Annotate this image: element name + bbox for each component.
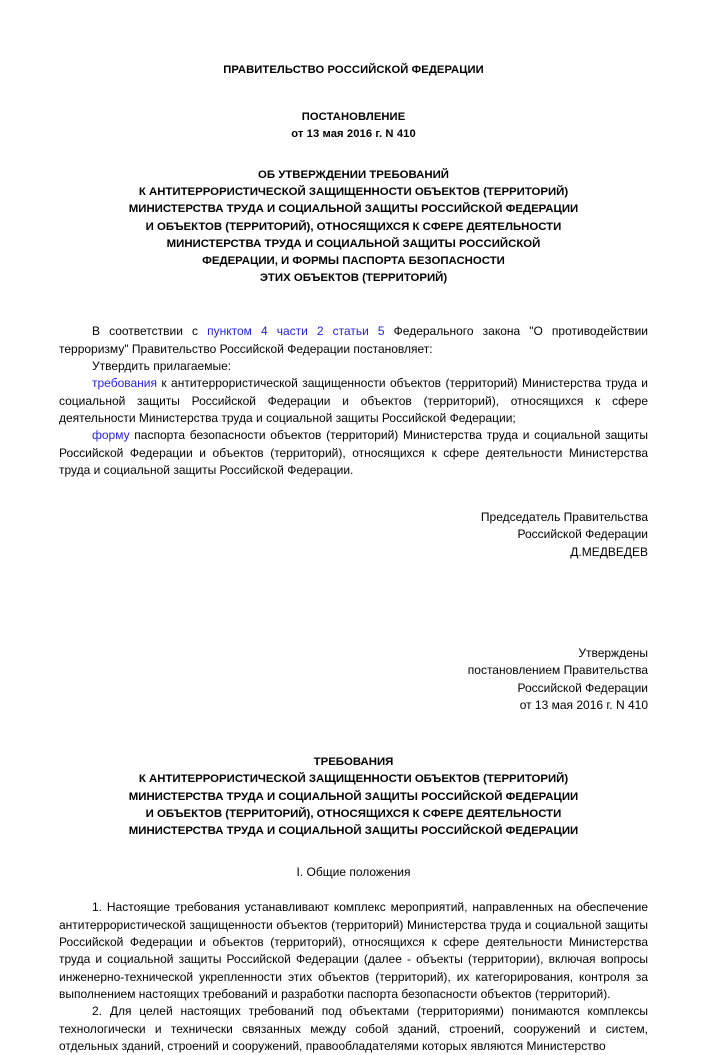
- approved-by-line: Утверждены: [578, 645, 648, 660]
- document-title-line: ЭТИХ ОБЪЕКТОВ (ТЕРРИТОРИЙ): [259, 272, 448, 285]
- paragraph-2: 2. Для целей настоящих требований под объектами (территориями) понимаются комплексы технологически и технически связанных между собой зданий, строений, сооружений и систем, отдельных зданий, строений и сооружений, правообладателями которых являются Министерство: [59, 1004, 648, 1053]
- preamble-text-after: Федерального закона "О противодействии терроризму" Правительство Российской Федерации постановляет:: [59, 324, 649, 356]
- requirements-title-line: И ОБЪЕКТОВ (ТЕРРИТОРИЙ), ОТНОСЯЩИХСЯ К СФЕРЕ ДЕЯТЕЛЬНОСТИ: [145, 807, 562, 820]
- spacer: [59, 561, 648, 631]
- spacer: [59, 79, 648, 109]
- requirements-title-line: МИНИСТЕРСТВА ТРУДА И СОЦИАЛЬНОЙ ЗАЩИТЫ РОССИЙСКОЙ ФЕДЕРАЦИИ: [128, 824, 579, 837]
- spacer: [59, 287, 648, 323]
- approved-by-block: [59, 645, 648, 714]
- item-requirements-paragraph: [59, 375, 648, 427]
- spacer: [59, 479, 648, 509]
- requirements-title-line: ТРЕБОВАНИЯ: [313, 756, 394, 769]
- decree-date-number: от 13 мая 2016 г. N 410: [291, 128, 416, 140]
- approved-by-line: Российской Федерации: [517, 680, 648, 695]
- spacer: [59, 143, 648, 167]
- document-title-line: МИНИСТЕРСТВА ТРУДА И СОЦИАЛЬНОЙ ЗАЩИТЫ РОССИЙСКОЙ ФЕДЕРАЦИИ: [128, 203, 579, 216]
- signature-line: Председатель Правительства: [480, 510, 648, 525]
- link-trebovaniya[interactable]: требования: [92, 376, 157, 391]
- document-title: [59, 167, 648, 287]
- approved-by-date: от 13 мая 2016 г. N 410: [519, 697, 648, 712]
- signature-line: Российской Федерации: [517, 527, 648, 542]
- requirements-title: [59, 754, 648, 840]
- document-title-line: ФЕДЕРАЦИИ, И ФОРМЫ ПАСПОРТА БЕЗОПАСНОСТИ: [202, 255, 505, 268]
- item-requirements-text: к антитеррористической защищенности объектов (территорий) Министерства труда и социальной защиты Российской Федерации и объектов (территорий), относящихся к сфере деятельности Министерства труда и социальной защиты Российской Федерации;: [59, 376, 648, 425]
- link-formu[interactable]: форму: [92, 428, 130, 443]
- spacer: [59, 881, 648, 899]
- link-punkt-4-chasti-2-stati-5[interactable]: пунктом 4 части 2 статьи 5: [207, 324, 385, 339]
- requirements-title-line: К АНТИТЕРРОРИСТИЧЕСКОЙ ЗАЩИЩЕННОСТИ ОБЪЕКТОВ (ТЕРРИТОРИЙ): [138, 773, 569, 786]
- approved-by-line: постановлением Правительства: [467, 663, 648, 678]
- preamble-paragraph: [59, 323, 648, 358]
- spacer: [59, 840, 648, 864]
- signature-name: Д.МЕДВЕДЕВ: [570, 544, 648, 559]
- spacer: [59, 714, 648, 744]
- preamble-text-before: В соответствии с: [92, 324, 208, 339]
- approve-intro-paragraph: Утвердить прилагаемые:: [92, 359, 232, 374]
- item-form-text: паспорта безопасности объектов (территорий) Министерства труда и социальной защиты Российской Федерации и объектов (территорий), относящихся к сфере деятельности Министерства труда и социальной защиты Российской Федерации.: [59, 428, 648, 477]
- document-body: [59, 0, 648, 1055]
- decree-type-heading: [59, 109, 648, 143]
- item-form-paragraph: [59, 427, 648, 479]
- document-title-line: К АНТИТЕРРОРИСТИЧЕСКОЙ ЗАЩИЩЕННОСТИ ОБЪЕКТОВ (ТЕРРИТОРИЙ): [138, 186, 569, 199]
- document-title-line: МИНИСТЕРСТВА ТРУДА И СОЦИАЛЬНОЙ ЗАЩИТЫ РОССИЙСКОЙ: [166, 237, 541, 250]
- spacer: [59, 631, 648, 645]
- section-heading: I. Общие положения: [296, 865, 411, 880]
- document-title-line: ОБ УТВЕРЖДЕНИИ ТРЕБОВАНИЙ: [258, 169, 449, 181]
- decree-type-label: ПОСТАНОВЛЕНИЕ: [301, 111, 406, 123]
- government-heading: [59, 62, 648, 79]
- document-title-line: И ОБЪЕКТОВ (ТЕРРИТОРИЙ), ОТНОСЯЩИХСЯ К СФЕРЕ ДЕЯТЕЛЬНОСТИ: [145, 220, 562, 233]
- spacer: [59, 744, 648, 754]
- paragraph-1: 1. Настоящие требования устанавливают комплекс мероприятий, направленных на обеспечение антитеррористической защищенности объектов (территорий) Министерства труда и социальной защиты Российской Федерации и объектов (территорий), относящихся к сфере деятельности Министерства труда и социальной защиты Российской Федерации (далее - объекты (территории), включая вопросы инженерно-технической укрепленности этих объектов (территорий), их категорирования, контроля за выполнением настоящих требований и разработки паспорта безопасности объектов (территорий).: [59, 900, 648, 1001]
- requirements-title-line: МИНИСТЕРСТВА ТРУДА И СОЦИАЛЬНОЙ ЗАЩИТЫ РОССИЙСКОЙ ФЕДЕРАЦИИ: [128, 790, 579, 803]
- signature-block: [59, 509, 648, 561]
- government-heading-line: ПРАВИТЕЛЬСТВО РОССИЙСКОЙ ФЕДЕРАЦИИ: [223, 64, 484, 76]
